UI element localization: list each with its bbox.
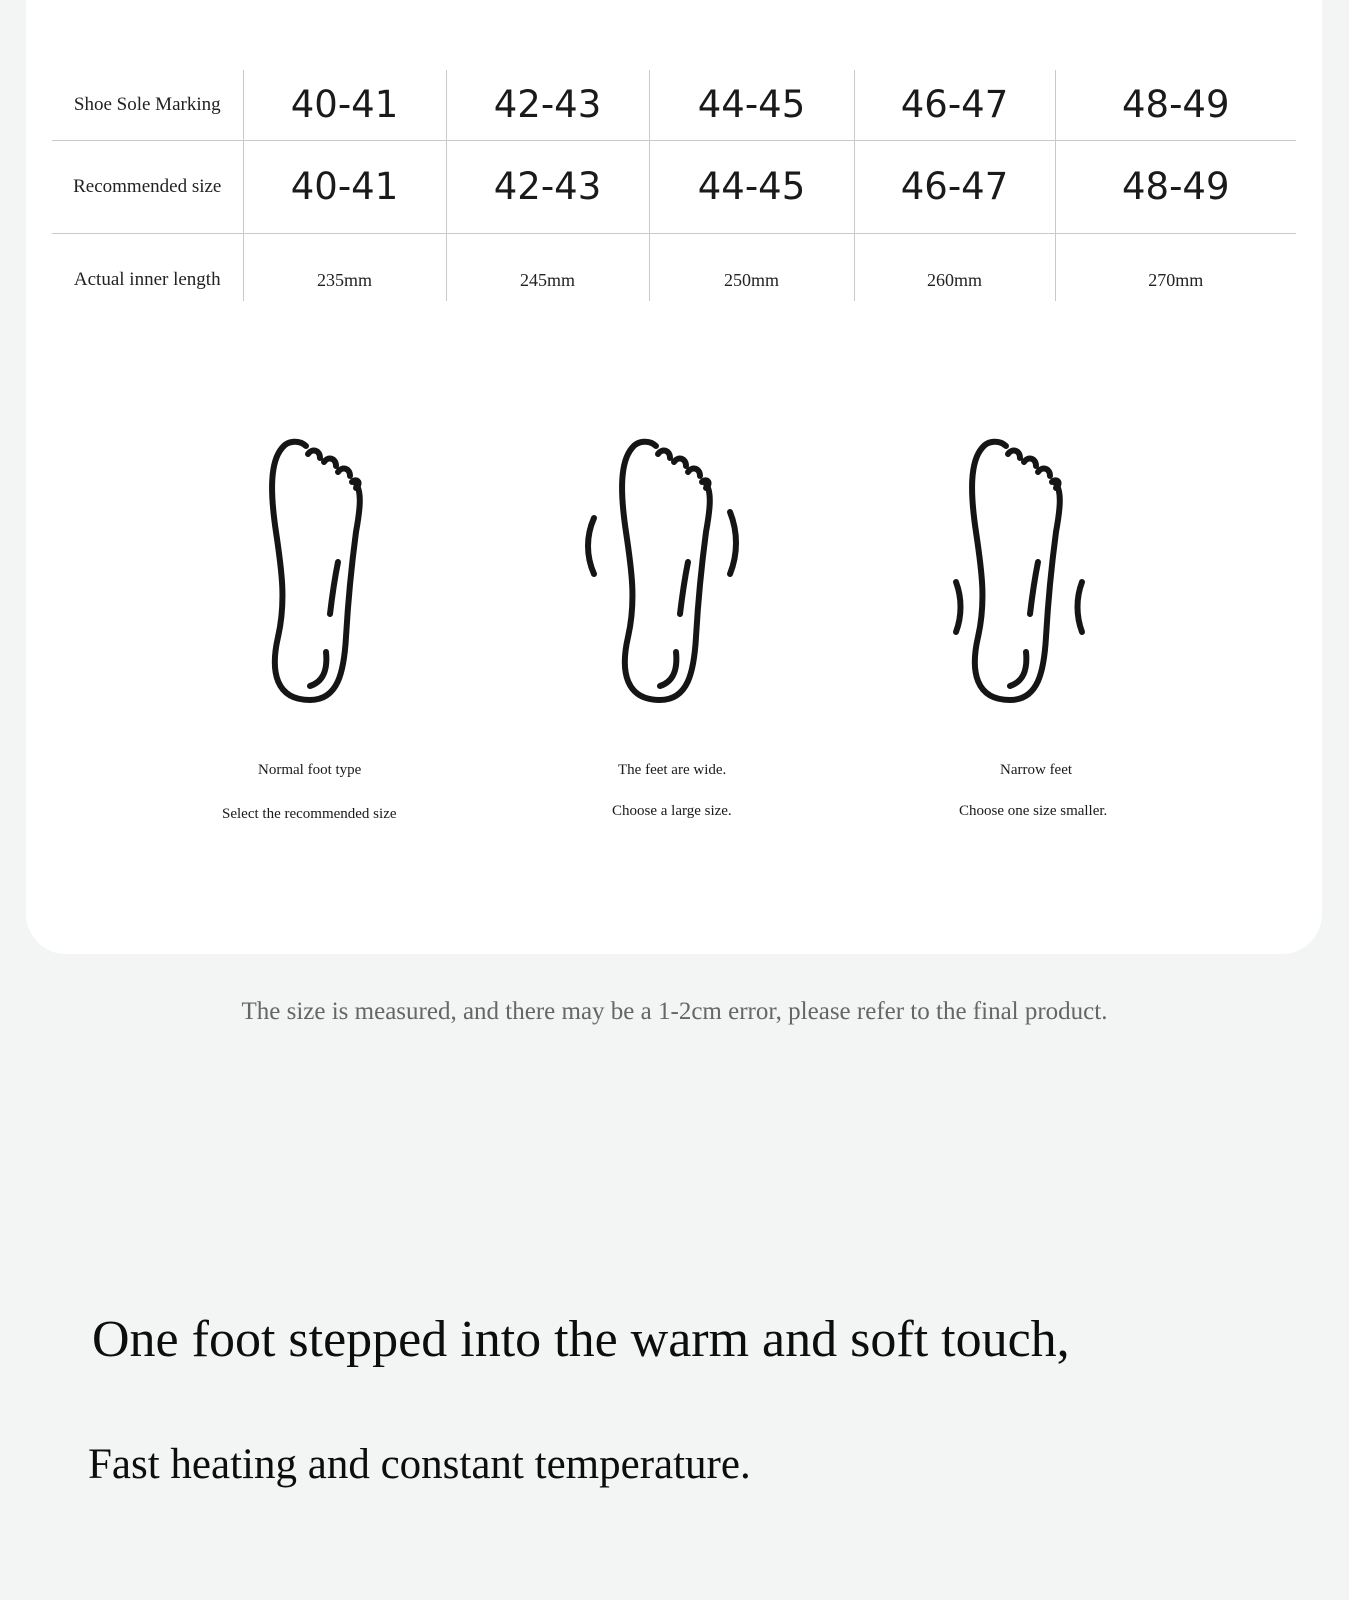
table-cell: 46-47 [854,140,1055,233]
foot-type-advice-narrow: Choose one size smaller. [959,803,1108,819]
table-cell: 270mm [1055,233,1296,301]
table-row-sole-marking [52,70,1296,140]
table-row-recommended-size [52,140,1296,233]
table-cell: 40-41 [243,140,446,233]
table-cell: 250mm [649,233,854,301]
table-row-inner-length [52,233,1296,301]
measurement-note: The size is measured, and there may be a 1-2cm error, please refer to the final product. [241,998,1108,1025]
row-label: Actual inner length [73,269,221,291]
table-cell: 42-43 [446,140,649,233]
table-cell: 44-45 [649,70,854,140]
foot-type-title-wide: The feet are wide. [618,762,727,778]
foot-type-title-normal: Normal foot type [258,762,362,778]
table-cell: 260mm [854,233,1055,301]
foot-type-title-narrow: Narrow feet [1000,762,1073,778]
row-label: Shoe Sole Marking [52,70,243,140]
subline: Fast heating and constant temperature. [88,1441,751,1488]
wide-foot-icon [582,432,762,708]
normal-foot-icon [252,432,382,708]
foot-type-advice-wide: Choose a large size. [612,803,732,819]
table-cell: 42-43 [446,70,649,140]
foot-type-advice-normal: Select the recommended size [222,806,397,822]
table-cell: 46-47 [854,70,1055,140]
table-cell: 40-41 [243,70,446,140]
row-label: Recommended size [52,140,243,233]
table-cell: 235mm [243,233,446,301]
headline: One foot stepped into the warm and soft touch, [92,1311,1070,1368]
size-table [52,70,1296,301]
table-cell: 48-49 [1055,70,1296,140]
table-cell: 44-45 [649,140,854,233]
narrow-foot-icon [952,432,1122,708]
table-cell: 48-49 [1055,140,1296,233]
table-cell: 245mm [446,233,649,301]
